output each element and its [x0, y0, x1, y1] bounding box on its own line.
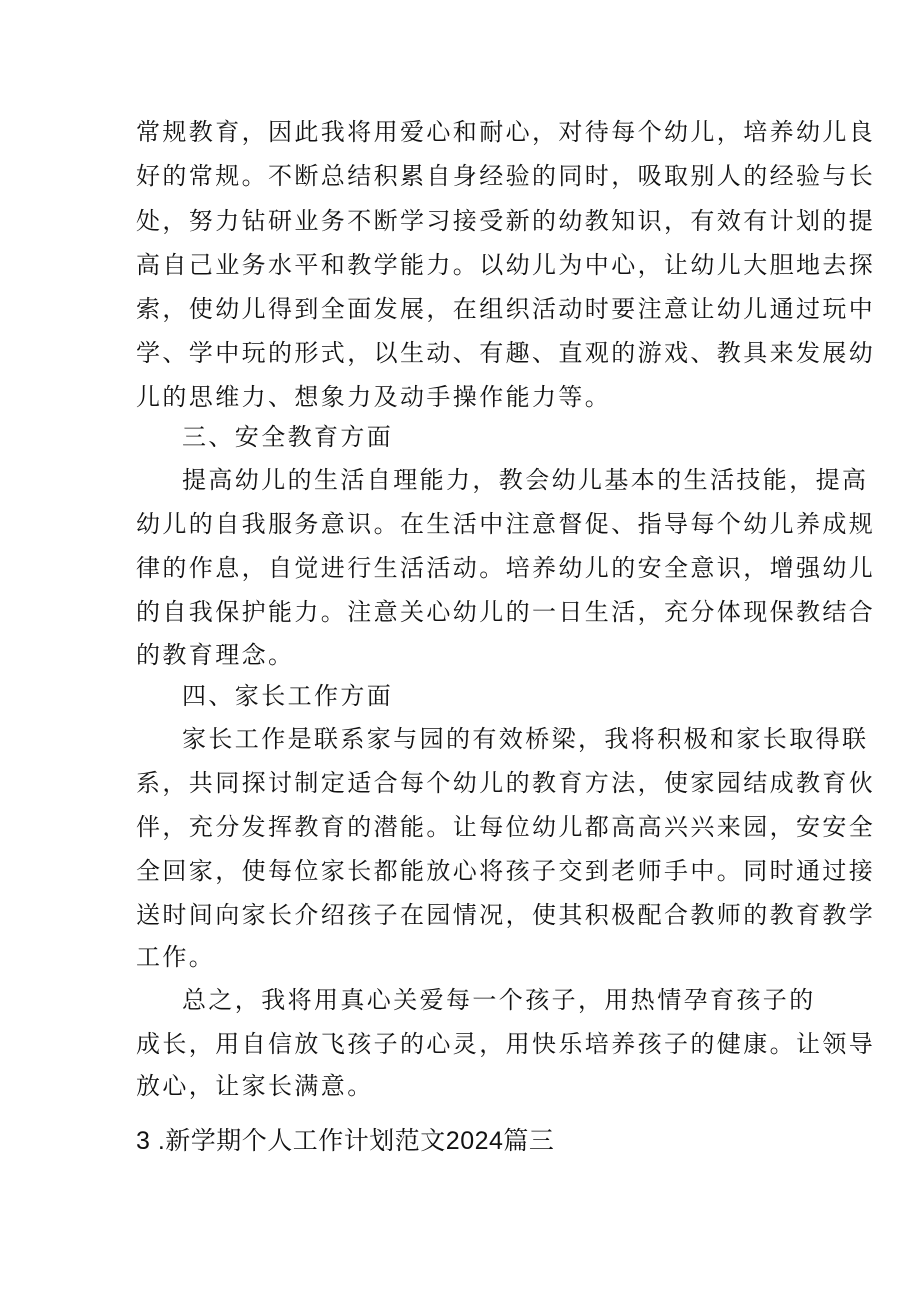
paragraph-line: 常规教育，因此我将用爱心和耐心，对待每个幼儿，培养幼儿良 — [136, 118, 876, 146]
paragraph-line: 好的常规。不断总结积累自身经验的同时，吸取别人的经验与长 — [136, 162, 876, 190]
paragraph-line: 的自我保护能力。注意关心幼儿的一日生活，充分体现保教结合 — [136, 598, 876, 626]
paragraph-line: 系，共同探讨制定适合每个幼儿的教育方法，使家园结成教育伙 — [136, 769, 876, 797]
paragraph-line: 总之，我将用真心关爱每一个孩子，用热情孕育孩子的 — [182, 986, 816, 1014]
paragraph-line: 提高幼儿的生活自理能力，教会幼儿基本的生活技能，提高 — [182, 466, 869, 494]
paragraph-line: 工作。 — [136, 943, 216, 971]
section-heading-safety: 三、安全教育方面 — [182, 423, 394, 451]
paragraph-line: 家长工作是联系家与园的有效桥梁，我将积极和家长取得联 — [182, 725, 869, 753]
paragraph-line: 伴，充分发挥教育的潜能。让每位幼儿都高高兴兴来园，安安全 — [136, 813, 876, 841]
paragraph-line: 放心，让家长满意。 — [136, 1072, 374, 1100]
paragraph-line: 送时间向家长介绍孩子在园情况，使其积极配合教师的教育教学 — [136, 901, 876, 929]
section-heading-parents: 四、家长工作方面 — [182, 682, 394, 710]
paragraph-line: 的教育理念。 — [136, 641, 295, 669]
paragraph-line: 全回家，使每位家长都能放心将孩子交到老师手中。同时通过接 — [136, 857, 876, 885]
paragraph-line: 律的作息，自觉进行生活活动。培养幼儿的安全意识，增强幼儿 — [136, 554, 876, 582]
next-section-heading: 3 .新学期个人工作计划范文2024篇三 — [136, 1127, 555, 1155]
paragraph-line: 处，努力钻研业务不断学习接受新的幼教知识，有效有计划的提 — [136, 207, 876, 235]
paragraph-line: 成长，用自信放飞孩子的心灵，用快乐培养孩子的健康。让领导 — [136, 1030, 876, 1058]
paragraph-line: 学、学中玩的形式，以生动、有趣、直观的游戏、教具来发展幼 — [136, 339, 876, 367]
paragraph-line: 儿的思维力、想象力及动手操作能力等。 — [136, 383, 612, 411]
paragraph-line: 高自己业务水平和教学能力。以幼儿为中心，让幼儿大胆地去探 — [136, 251, 876, 279]
paragraph-line: 索，使幼儿得到全面发展，在组织活动时要注意让幼儿通过玩中 — [136, 295, 876, 323]
paragraph-line: 幼儿的自我服务意识。在生活中注意督促、指导每个幼儿养成规 — [136, 510, 876, 538]
